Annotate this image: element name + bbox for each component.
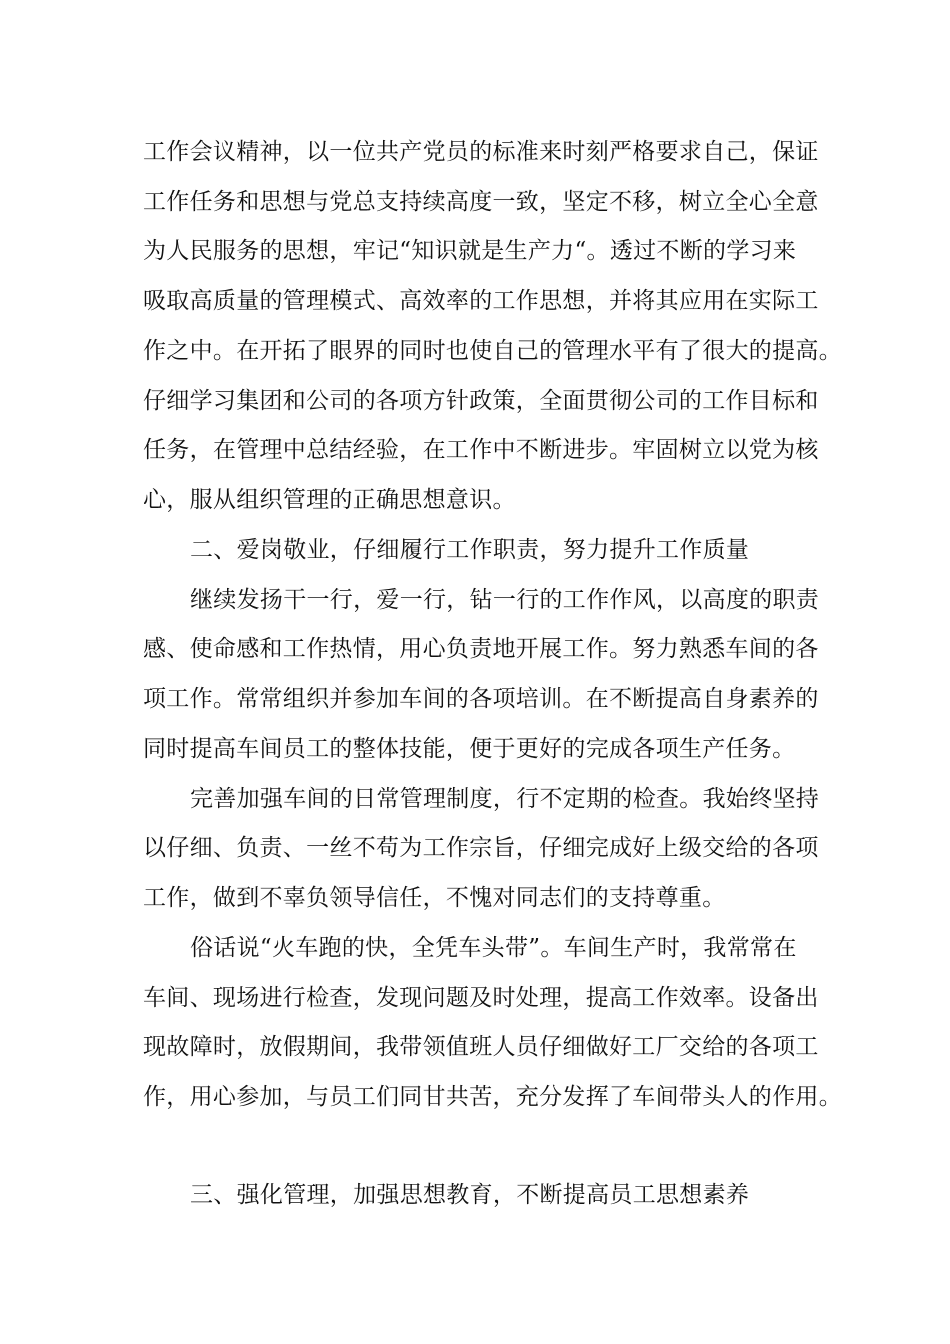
section-heading-2: 二、爱岗敬业，仔细履行工作职责，努力提升工作质量 xyxy=(190,537,750,563)
body-line-15: 以仔细、负责、一丝不苟为工作宗旨，仔细完成好上级交给的各项 xyxy=(143,835,819,861)
body-line-1: 工作会议精神，以一位共产党员的标准来时刻严格要求自己，保证 xyxy=(143,139,819,165)
body-line-5: 作之中。在开拓了眼界的同时也使自己的管理水平有了很大的提高。 xyxy=(143,338,842,364)
body-line-12: 项工作。常常组织并参加车间的各项培训。在不断提高自身素养的 xyxy=(143,686,819,712)
body-line-4: 吸取高质量的管理模式、高效率的工作思想，并将其应用在实际工 xyxy=(143,288,819,314)
body-line-8: 心，服从组织管理的正确思想意识。 xyxy=(143,487,516,513)
body-line-2: 工作任务和思想与党总支持续高度一致，坚定不移，树立全心全意 xyxy=(143,189,819,215)
body-line-17: 俗话说“火车跑的快，全凭车头带”。车间生产时，我常常在 xyxy=(190,935,797,961)
body-line-10: 继续发扬干一行，爱一行，钻一行的工作作风，以高度的职责 xyxy=(190,587,820,613)
body-line-19: 现故障时，放假期间，我带领值班人员仔细做好工厂交给的各项工 xyxy=(143,1034,819,1060)
body-line-11: 感、使命感和工作热情，用心负责地开展工作。努力熟悉车间的各 xyxy=(143,636,819,662)
body-line-13: 同时提高车间员工的整体技能，便于更好的完成各项生产任务。 xyxy=(143,736,796,762)
body-line-3: 为人民服务的思想，牢记“知识就是生产力“。透过不断的学习来 xyxy=(143,238,797,264)
body-line-16: 工作，做到不辜负领导信任，不愧对同志们的支持尊重。 xyxy=(143,885,726,911)
body-line-20: 作，用心参加，与员工们同甘共苦，充分发挥了车间带头人的作用。 xyxy=(143,1084,842,1110)
body-line-6: 仔细学习集团和公司的各项方针政策，全面贯彻公司的工作目标和 xyxy=(143,388,819,414)
body-line-18: 车间、现场进行检查，发现问题及时处理，提高工作效率。设备出 xyxy=(143,985,819,1011)
body-line-14: 完善加强车间的日常管理制度，行不定期的检查。我始终坚持 xyxy=(190,786,820,812)
body-line-7: 任务，在管理中总结经验，在工作中不断进步。牢固树立以党为核 xyxy=(143,437,819,463)
section-heading-3: 三、强化管理，加强思想教育，不断提高员工思想素养 xyxy=(190,1182,750,1208)
